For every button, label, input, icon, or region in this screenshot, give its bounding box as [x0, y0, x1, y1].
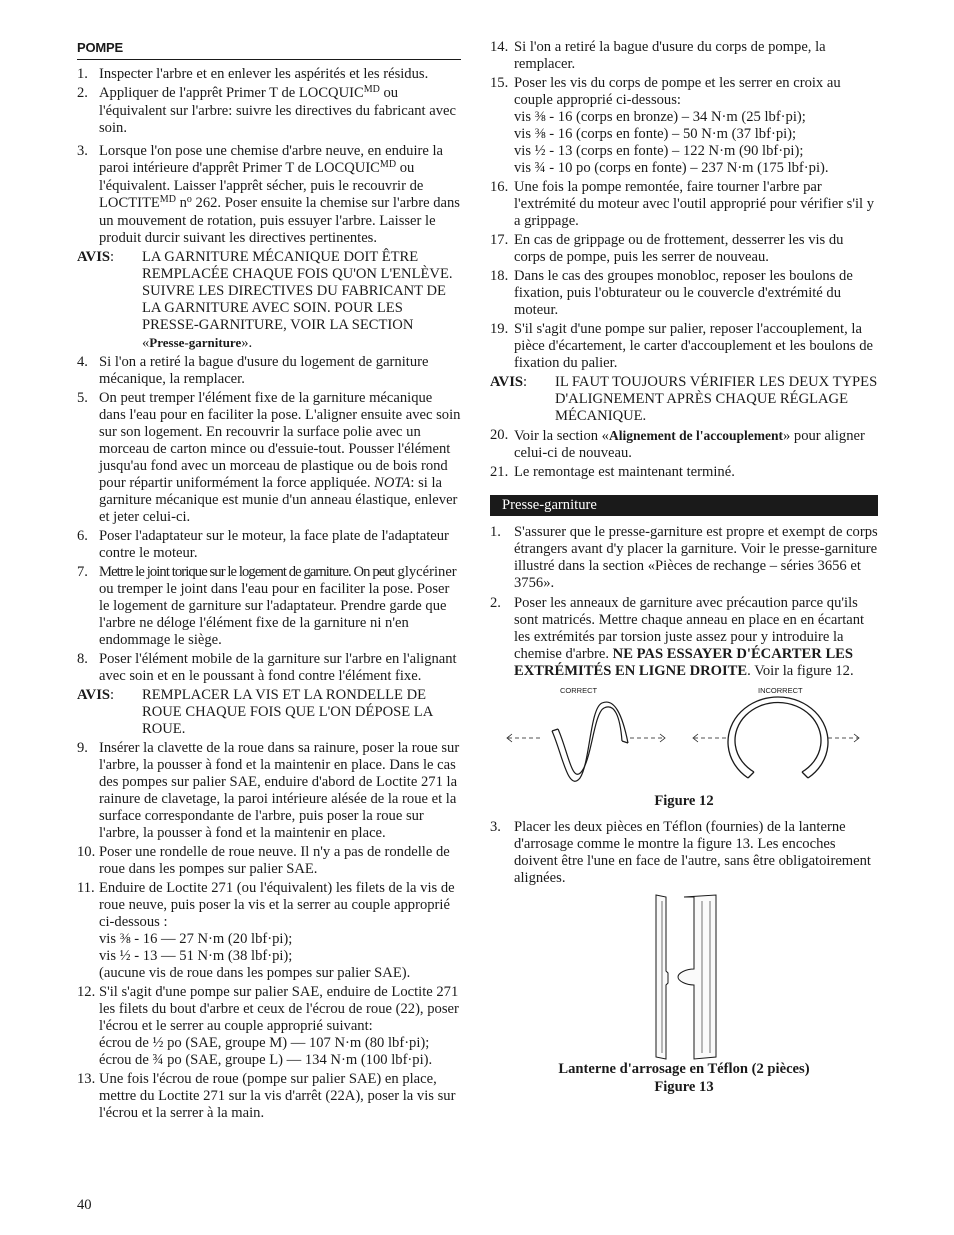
- packing-step-1: [490, 524, 878, 592]
- step-text: Si l'on a retiré la bague d'usure du logement de garniture mécanique, la remplacer.: [99, 354, 429, 387]
- lantern-ring-left-piece: [656, 895, 668, 1059]
- step-number: 13.: [77, 1071, 96, 1087]
- arrow-left-icon: [693, 734, 726, 742]
- step-number: 3.: [77, 143, 88, 159]
- step-text: Poser l'adaptateur sur le moteur, la face plate de l'adaptateur contre le moteur.: [99, 528, 449, 561]
- torque-spec: vis ⅜ - 16 (corps en bronze) – 34 N·m (25 lbf·pi);: [514, 109, 806, 125]
- incorrect-opened-ring: [728, 697, 828, 778]
- torque-spec: vis ⅜ - 16 (corps en fonte) – 50 N·m (37 lbf·pi);: [514, 126, 797, 142]
- arrow-left-icon: [507, 734, 542, 742]
- step-17: [490, 232, 878, 266]
- step-20: [490, 427, 878, 462]
- lantern-ring-right-piece: [678, 895, 716, 1059]
- step-number: 3.: [490, 819, 501, 835]
- step-text: Lorsque l'on pose une chemise d'arbre neuve, en enduire la paroi intérieure d'apprêt Primer T de $LOCQUIC^{MD}$ ou l'équivalent. Laisser l'apprêt sécher, puis le recouvrir de $LOCTITE^{MD}$ $n^o$ 262. Poser ensuite la chemise sur l'arbre dans un mouvement de rotation, puis essuyer l'arbre. Laisser le produit durcir suivant les directives pertinentes.: [99, 143, 460, 246]
- figure-12: [490, 683, 878, 813]
- step-5: [77, 390, 461, 526]
- step-18: [490, 268, 878, 319]
- notice-text: IL FAUT TOUJOURS VÉRIFIER LES DEUX TYPES D'ALIGNEMENT APRÈS CHAQUE RÉGLAGE MÉCANIQUE.: [555, 374, 878, 424]
- step-text: Dans le cas des groupes monobloc, reposer les boulons de fixation, puis l'obturateur ou le couvercle d'extrémité du moteur.: [514, 268, 853, 318]
- correct-twisted-ring: [552, 702, 628, 781]
- step-10: [77, 844, 461, 878]
- packing-step-3: [490, 819, 878, 887]
- torque-spec: écrou de ½ po (SAE, groupe M) — 107 N·m (80 lbf·pi);: [99, 1035, 430, 1051]
- step-text: Inspecter l'arbre et en enlever les aspérités et les résidus.: [99, 66, 429, 82]
- step-15: [490, 75, 878, 177]
- figure-12-caption: Figure 12: [654, 793, 714, 809]
- step-number: 5.: [77, 390, 88, 406]
- step-number: 19.: [490, 321, 509, 337]
- torque-spec: vis ½ - 13 (corps en fonte) – 122 N·m (90 lbf·pi);: [514, 143, 804, 159]
- step-text: On peut tremper l'élément fixe de la garniture mécanique dans l'eau pour en faciliter la pose. L'aligner ensuite avec soin sur son logement. En recouvrir la surface polie avec un morceau de carton mince ou d'essuie-tout. Pousser l'élément jusqu'au fond avec un morceau de plastique ou de bois rond pour répartir uniformément la force appliquée. NOTA: si la garniture mécanique est munie d'un anneau élastique, enlever et jeter celui-ci.: [99, 390, 461, 525]
- step-number: 2.: [77, 85, 88, 101]
- step-19: [490, 321, 878, 372]
- step-9: [77, 740, 461, 842]
- step-text: Enduire de Loctite 271 (ou l'équivalent) les filets de la vis de roue neuve, puis poser la vis et la serrer au couple approprié ci-dessous : vis ⅜ - 16 — 27 N·m (20 lbf·pi); vis ½ - 13 — 51 N·m (38 lbf·pi); (aucune vis de roue dans les pompes sur palier SAE).: [99, 880, 461, 982]
- step-number: 11.: [77, 880, 95, 896]
- notice-alignment: [490, 374, 878, 425]
- step-text: Si l'on a retiré la bague d'usure du corps de pompe, la remplacer.: [514, 39, 826, 72]
- step-number: 8.: [77, 651, 88, 667]
- step-number: 2.: [490, 595, 501, 611]
- incorrect-label: INCORRECT: [758, 686, 803, 695]
- step-number: 10.: [77, 844, 96, 860]
- packing-ring-illustration: [490, 683, 878, 795]
- step-text: Placer les deux pièces en Téflon (fournies) de la lanterne d'arrosage comme le montre la figure 13. Les encoches doivent être l'une en face de l'autre, sans être obligatoirement alignées.: [514, 819, 871, 886]
- step-text: Poser l'élément mobile de la garniture sur l'arbre en l'alignant avec soin et en le poussant à fond contre l'élément fixe.: [99, 651, 457, 684]
- step-text: En cas de grippage ou de frottement, desserrer les vis du corps de pompe, puis les serrer de nouveau.: [514, 232, 844, 265]
- step-number: 6.: [77, 528, 88, 544]
- torque-spec: (aucune vis de roue dans les pompes sur palier SAE).: [99, 965, 411, 981]
- packing-step-2: [490, 595, 878, 680]
- step-text: Poser une rondelle de roue neuve. Il n'y a pas de rondelle de roue dans les pompes sur palier SAE.: [99, 844, 450, 877]
- step-text: S'il s'agit d'une pompe sur palier, reposer l'accouplement, la pièce d'écartement, le carter d'accouplement et les boulons de fixation du palier.: [514, 321, 873, 371]
- left-column: [77, 36, 461, 1124]
- step-21: [490, 464, 878, 481]
- right-column: [490, 39, 878, 1098]
- notice-label: AVIS:: [77, 687, 115, 703]
- step-6: [77, 528, 461, 562]
- step-text: Le remontage est maintenant terminé.: [514, 464, 735, 480]
- step-12: [77, 984, 461, 1069]
- step-number: 1.: [490, 524, 501, 540]
- torque-spec: vis ½ - 13 — 51 N·m (38 lbf·pi);: [99, 948, 293, 964]
- figure-13: [490, 893, 878, 1098]
- step-text: Poser les anneaux de garniture avec précaution parce qu'ils sont matricés. Mettre chaque anneau en place en en écartant les extrémités par torsion juste assez pour y introduire la chemise d'arbre. NE PAS ESSAYER D'ÉCARTER LES EXTRÉMITÉS EN LIGNE DROITE. Voir la figure 12.: [514, 595, 865, 679]
- page-number: 40: [77, 1197, 92, 1213]
- step-13: [77, 1071, 461, 1122]
- step-number: 14.: [490, 39, 509, 55]
- notice-mechanical-seal: [77, 249, 461, 352]
- figure-13-caption: Figure 13: [654, 1079, 714, 1095]
- step-14: [490, 39, 878, 73]
- step-text: S'il s'agit d'une pompe sur palier SAE, enduire de Loctite 271 les filets du bout d'arbre et ceux de l'écrou de roue (22), poser l'écrou et le serrer au couple approprié suivant: écrou de ½ po (SAE, groupe M) — 107 N·m (80 lbf·pi); écrou de ¾ po (SAE, groupe L) — 134 N·m (100 lbf·pi).: [99, 984, 461, 1069]
- step-16: [490, 179, 878, 230]
- step-number: 18.: [490, 268, 509, 284]
- step-number: 21.: [490, 464, 509, 480]
- arrow-right-icon: [630, 734, 665, 742]
- step-text: Une fois l'écrou de roue (pompe sur palier SAE) en place, mettre du Loctite 271 sur la vis d'arrêt (22A), poser la vis sur l'écrou et la serrer à la main.: [99, 1071, 456, 1121]
- step-text: S'assurer que le presse-garniture est propre et exempt de corps étrangers avant d'y placer la garniture. Voir le presse-garniture illustré dans la section «Pièces de rechange – séries 3656 et 3756».: [514, 524, 878, 591]
- notice-text: LA GARNITURE MÉCANIQUE DOIT ÊTRE REMPLACÉE CHAQUE FOIS QU'ON L'ENLÈVE. SUIVRE LES DIRECTIVES DU FABRICANT DE LA GARNITURE AVEC SOIN. POUR LES PRESSE-GARNITURE, VOIR LA SECTION «Presse-garniture».: [142, 249, 453, 351]
- step-number: 4.: [77, 354, 88, 370]
- step-7: [77, 564, 461, 649]
- step-number: 1.: [77, 66, 88, 82]
- step-number: 9.: [77, 740, 88, 756]
- step-text: Poser les vis du corps de pompe et les serrer en croix au couple approprié ci-dessous: vis ⅜ - 16 (corps en bronze) – 34 N·m (25 lbf·pi); vis ⅜ - 16 (corps en fonte) – 50 N·m (37 lbf·pi); vis ½ - 13 (corps en fonte) – 122 N·m (90 lbf·pi); vis ¾ - 10 po (corps en fonte) – 237 N·m (175 lbf·pi).: [514, 75, 878, 177]
- step-text: Appliquer de l'apprêt Primer T de $LOCQUIC^{MD}$ ou l'équivalent sur l'arbre: suivre les directives du fabricant avec soin.: [99, 84, 456, 136]
- figure-13-caption-title: Lanterne d'arrosage en Téflon (2 pièces): [558, 1061, 810, 1077]
- step-text: Voir la section «Alignement de l'accouplement» pour aligner celui-ci de nouveau.: [514, 428, 865, 461]
- step-1: [77, 66, 461, 83]
- step-number: 17.: [490, 232, 509, 248]
- step-number: 16.: [490, 179, 509, 195]
- step-2: [77, 85, 461, 137]
- arrow-right-icon: [828, 734, 859, 742]
- notice-impeller-screw: [77, 687, 461, 738]
- section-heading-presse-garniture: Presse-garniture: [490, 495, 878, 516]
- step-text: Une fois la pompe remontée, faire tourner l'arbre par l'extrémité du moteur avec l'outil approprié pour vérifier s'il y a grippage.: [514, 179, 875, 229]
- torque-spec: vis ¾ - 10 po (corps en fonte) – 237 N·m (175 lbf·pi).: [514, 160, 829, 176]
- torque-spec: vis ⅜ - 16 — 27 N·m (20 lbf·pi);: [99, 931, 293, 947]
- step-number: 7.: [77, 564, 88, 580]
- notice-label: AVIS:: [490, 374, 528, 390]
- step-text: Insérer la clavette de la roue dans sa rainure, poser la roue sur l'arbre, la pousser à fond et la maintenir en place. Dans le cas des pompes sur palier SAE, enduire d'abord de Loctite 271 la rainure de clavetage, la paroi intérieure alésée de la roue et la surface correspondante de l'arbre, puis poser la roue sur l'arbre, la pousser à fond et la maintenir en place.: [99, 740, 460, 841]
- correct-label: CORRECT: [560, 686, 598, 695]
- notice-label: AVIS:: [77, 249, 115, 265]
- step-text: Mettre le joint torique sur le logement de garniture. On peut glycériner ou tremper le joint dans l'eau pour en faciliter la pose. Poser le logement de garniture sur l'adaptateur. Prendre garde que l'arbre ne déloge l'élément fixe de la garniture ni n'en endommage le siège.: [99, 564, 457, 648]
- step-number: 20.: [490, 427, 509, 443]
- step-3: [77, 143, 461, 247]
- torque-spec: écrou de ¾ po (SAE, groupe L) — 134 N·m (100 lbf·pi).: [99, 1052, 433, 1068]
- step-4: [77, 354, 461, 388]
- step-number: 12.: [77, 984, 96, 1000]
- section-heading-pompe: POMPE: [77, 36, 461, 60]
- step-11: [77, 880, 461, 982]
- step-number: 15.: [490, 75, 509, 91]
- lantern-ring-illustration: [490, 893, 878, 1061]
- step-8: [77, 651, 461, 685]
- notice-text: REMPLACER LA VIS ET LA RONDELLE DE ROUE CHAQUE FOIS QUE L'ON DÉPOSE LA ROUE.: [142, 687, 433, 737]
